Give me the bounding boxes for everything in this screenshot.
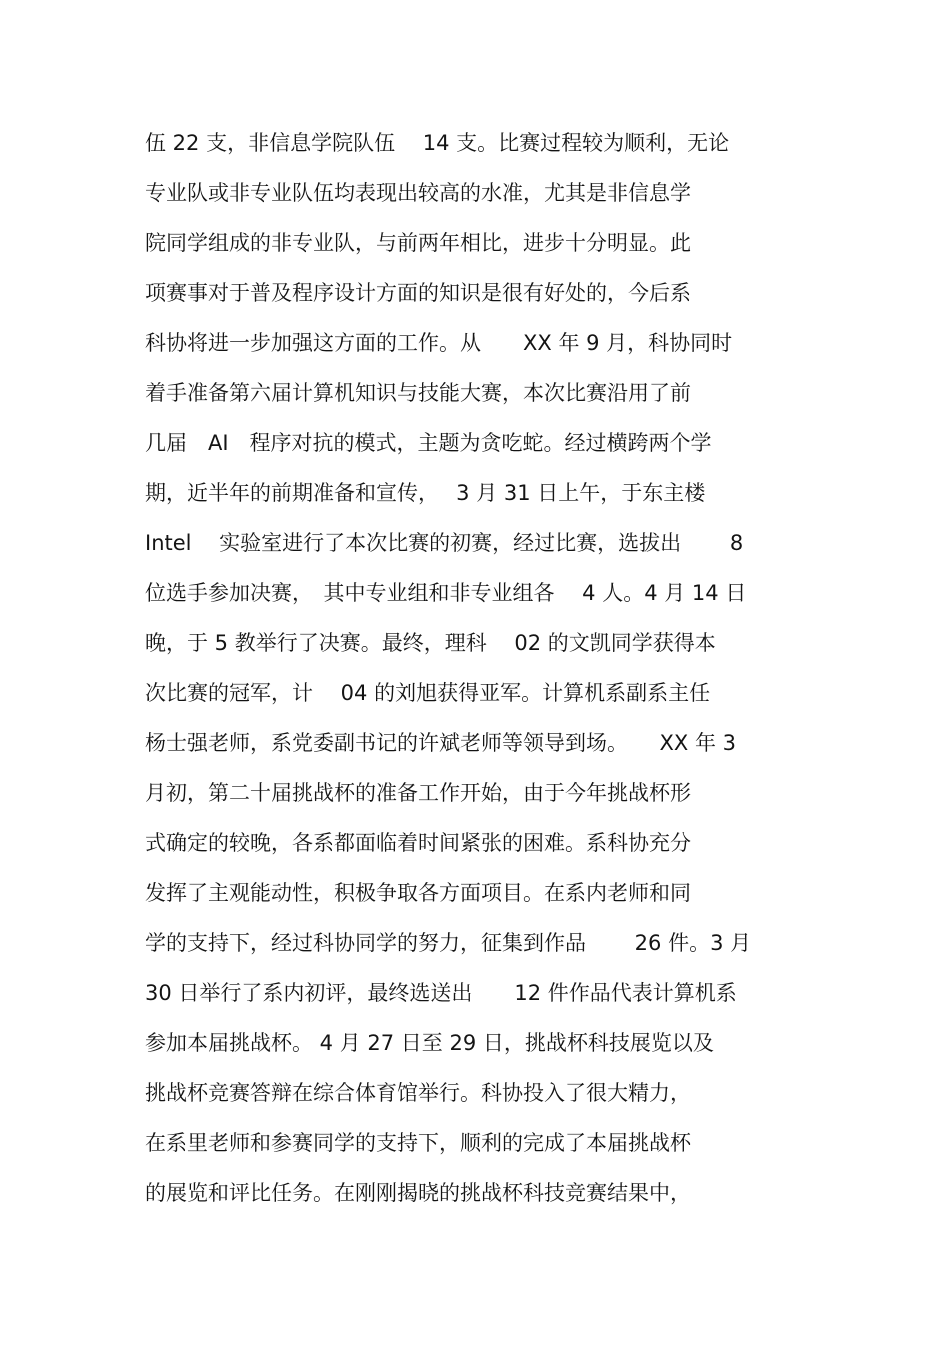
text-line-15: 式确定的较晚，各系都面临着时间紧张的困难。系科协充分 [145,831,691,855]
text-line-8: 期，近半年的前期准备和宣传， 3 月 31 日上午，于东主楼 [145,481,706,505]
text-line-14: 月初，第二十届挑战杯的准备工作开始，由于今年挑战杯形 [145,781,691,805]
text-line-4: 项赛事对于普及程序设计方面的知识是很有好处的，今后系 [145,281,691,305]
text-line-12: 次比赛的冠军，计 04 的刘旭获得亚军。计算机系副系主任 [145,681,711,705]
text-line-10: 位选手参加决赛， 其中专业组和非专业组各 4 人。4 月 14 日 [145,581,747,605]
text-line-22: 的展览和评比任务。在刚刚揭晓的挑战杯科技竞赛结果中， [145,1181,691,1205]
text-line-1: 伍 22 支，非信息学院队伍 14 支。比赛过程较为顺利，无论 [145,131,730,155]
text-line-6: 着手准备第六届计算机知识与技能大赛，本次比赛沿用了前 [145,381,691,405]
text-line-18: 30 日举行了系内初评，最终选送出 12 件作品代表计算机系 [145,981,737,1005]
text-line-20: 挑战杯竞赛答辩在综合体育馆举行。科协投入了很大精力， [145,1081,691,1105]
text-line-19: 参加本届挑战杯。 4 月 27 日至 29 日，挑战杯科技展览以及 [145,1031,714,1055]
text-line-2: 专业队或非专业队伍均表现出较高的水准，尤其是非信息学 [145,181,691,205]
text-line-3: 院同学组成的非专业队，与前两年相比，进步十分明显。此 [145,231,691,255]
text-line-11: 晚，于 5 教举行了决赛。最终，理科 02 的文凯同学获得本 [145,631,716,655]
text-line-7: 几届 AI 程序对抗的模式，主题为贪吃蛇。经过横跨两个学 [145,431,712,455]
text-line-9: Intel 实验室进行了本次比赛的初赛，经过比赛，选拔出 8 [145,531,744,555]
body-text [145,118,835,1218]
text-line-16: 发挥了主观能动性，积极争取各方面项目。在系内老师和同 [145,881,691,905]
text-line-13: 杨士强老师，系党委副书记的许斌老师等领导到场。 XX 年 3 [145,731,736,755]
text-line-21: 在系里老师和参赛同学的支持下，顺利的完成了本届挑战杯 [145,1131,691,1155]
text-line-17: 学的支持下，经过科协同学的努力，征集到作品 26 件。3 月 [145,931,752,955]
text-line-5: 科协将进一步加强这方面的工作。从 XX 年 9 月，科协同时 [145,331,733,355]
